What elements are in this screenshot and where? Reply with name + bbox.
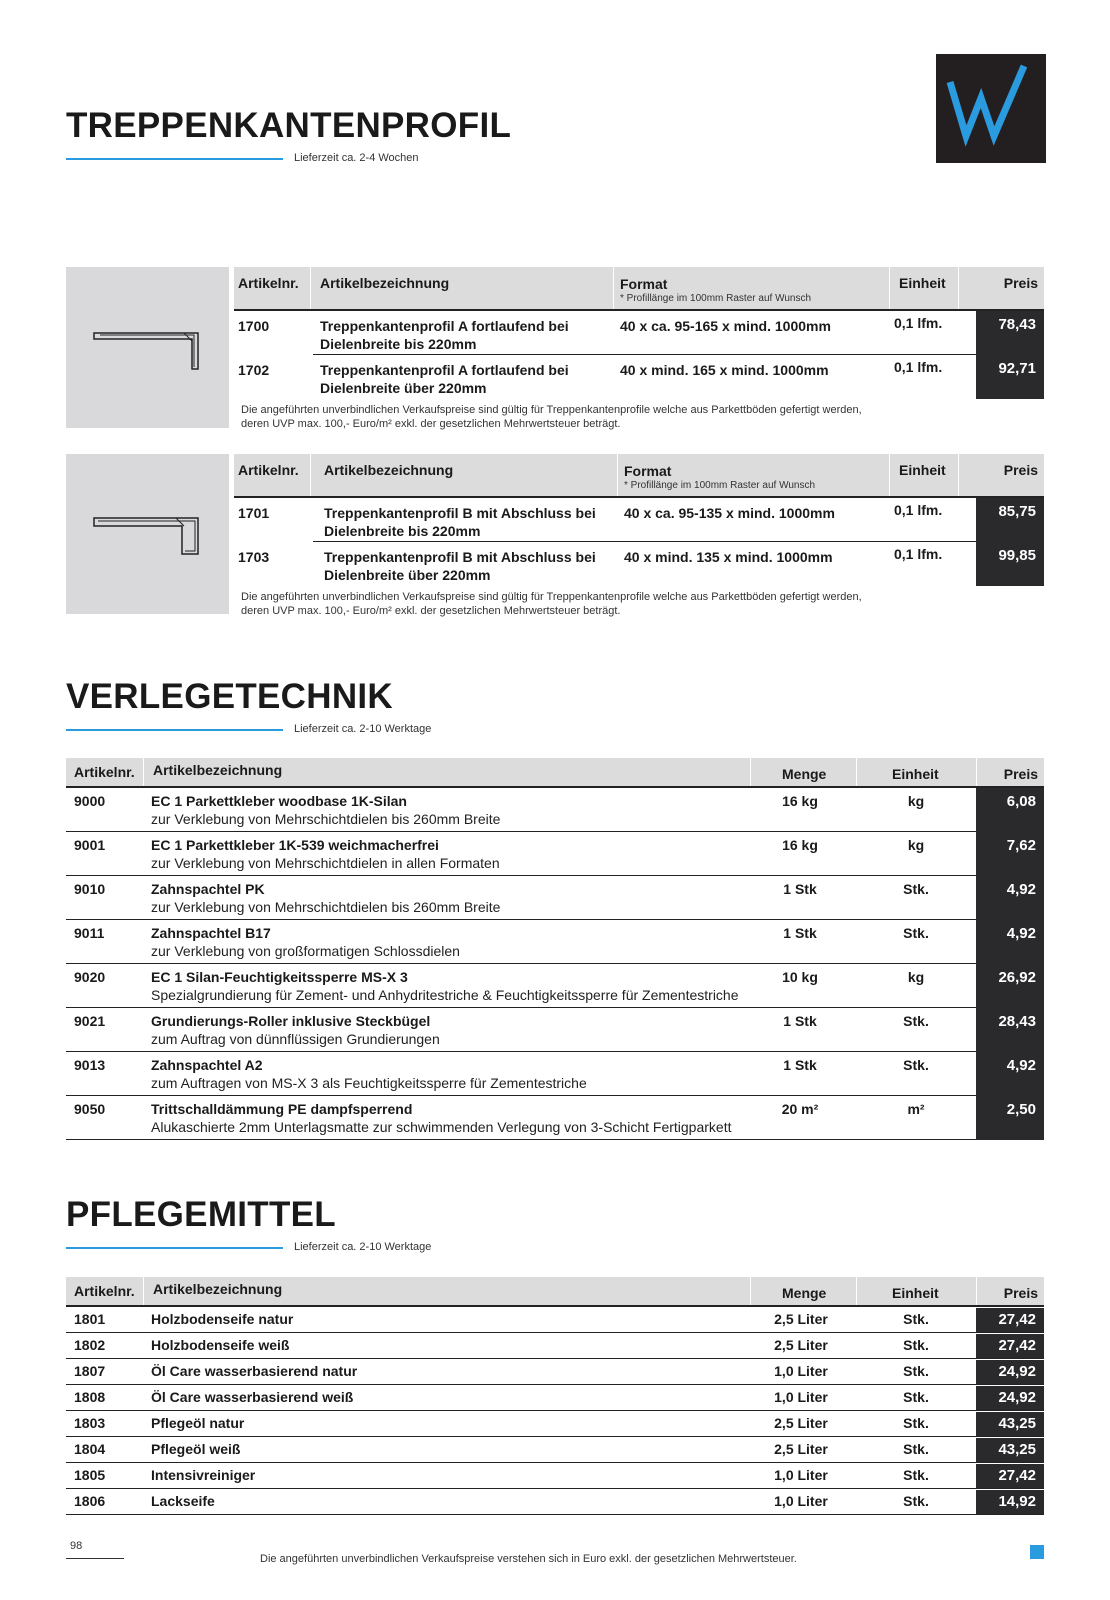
price-tag: 78,43 bbox=[976, 311, 1044, 355]
col-bezeichnung: Artikelbezeichnung bbox=[324, 462, 454, 478]
product-name: Intensivreiniger bbox=[151, 1467, 256, 1483]
product-description: zum Auftrag von dünnflüssigen Grundierungen bbox=[151, 1031, 440, 1047]
bezeichnung: Treppenkantenprofil A fortlaufend bei Dielenbreite über 220mm bbox=[320, 362, 569, 396]
artikelnr: 9000 bbox=[74, 793, 106, 809]
einheit: 0,1 lfm. bbox=[894, 359, 943, 375]
table-row bbox=[66, 1052, 1044, 1096]
menge: 2,5 Liter bbox=[774, 1311, 828, 1327]
page-number: 98 bbox=[70, 1540, 83, 1552]
verlege-table bbox=[66, 758, 1044, 1140]
product-description: zur Verklebung von Mehrschichtdielen in allen Formaten bbox=[151, 855, 500, 871]
table-row bbox=[234, 311, 1044, 355]
artikelnr: 9011 bbox=[74, 925, 105, 941]
menge: 1 Stk bbox=[783, 1057, 817, 1073]
artikelnr: 1808 bbox=[74, 1389, 106, 1405]
menge: 1 Stk bbox=[783, 925, 817, 941]
col-bezeichnung: Artikelbezeichnung bbox=[153, 762, 283, 778]
product-name: Grundierungs-Roller inklusive Steckbügel bbox=[151, 1013, 431, 1029]
menge: 2,5 Liter bbox=[774, 1337, 828, 1353]
profile-b-table bbox=[234, 454, 1044, 586]
price-tag: 27,42 bbox=[976, 1334, 1044, 1358]
menge: 1,0 Liter bbox=[774, 1389, 828, 1405]
accent-square bbox=[1030, 1545, 1044, 1559]
einheit: Stk. bbox=[903, 1415, 929, 1431]
section-rule bbox=[66, 1247, 283, 1249]
einheit: Stk. bbox=[903, 1389, 929, 1405]
table-header bbox=[234, 267, 1044, 309]
section-rule bbox=[66, 158, 283, 160]
artikelnr: 1806 bbox=[74, 1493, 106, 1509]
price-tag: 27,42 bbox=[976, 1308, 1044, 1332]
col-preis: Preis bbox=[1003, 462, 1038, 478]
menge: 16 kg bbox=[782, 793, 818, 809]
table-row bbox=[66, 832, 1044, 876]
price-tag: 28,43 bbox=[976, 1008, 1044, 1052]
product-name: Zahnspachtel B17 bbox=[151, 925, 271, 941]
profile-a-image bbox=[66, 267, 229, 428]
einheit: Stk. bbox=[903, 1363, 929, 1379]
menge: 2,5 Liter bbox=[774, 1441, 828, 1457]
bezeichnung: Treppenkantenprofil A fortlaufend bei Dielenbreite bis 220mm bbox=[320, 318, 569, 352]
price-tag: 99,85 bbox=[976, 542, 1044, 586]
price-tag: 24,92 bbox=[976, 1360, 1044, 1384]
artikelnr: 9001 bbox=[74, 837, 106, 853]
menge: 1 Stk bbox=[783, 1013, 817, 1029]
table-header bbox=[66, 758, 1044, 786]
product-name: Zahnspachtel PK bbox=[151, 881, 265, 897]
artikelnr: 1703 bbox=[238, 549, 270, 565]
table-row bbox=[66, 920, 1044, 964]
col-artikelnr: Artikelnr. bbox=[238, 275, 299, 291]
profile-b-image bbox=[66, 454, 229, 614]
einheit: Stk. bbox=[903, 881, 929, 897]
price-tag: 4,92 bbox=[976, 876, 1044, 920]
col-bezeichnung: Artikelbezeichnung bbox=[153, 1281, 283, 1297]
delivery-time: Lieferzeit ca. 2-4 Wochen bbox=[294, 152, 419, 164]
table-row bbox=[66, 1385, 1044, 1411]
col-format: Format * Profillänge im 100mm Raster auf Wunsch bbox=[620, 276, 812, 304]
table-row bbox=[66, 1008, 1044, 1052]
col-preis: Preis bbox=[1003, 1285, 1038, 1301]
section-title-verlege: VERLEGETECHNIK bbox=[66, 677, 394, 716]
menge: 1,0 Liter bbox=[774, 1493, 828, 1509]
menge: 1 Stk bbox=[783, 881, 817, 897]
product-description: zum Auftragen von MS-X 3 als Feuchtigkeitssperre für Zementestriche bbox=[151, 1075, 587, 1091]
profile-b-drawing-icon bbox=[92, 514, 202, 564]
einheit: kg bbox=[907, 969, 925, 985]
table-row bbox=[66, 1463, 1044, 1489]
profile-a-drawing-icon bbox=[92, 329, 202, 379]
price-tag: 6,08 bbox=[976, 788, 1044, 832]
price-tag: 4,92 bbox=[976, 1052, 1044, 1096]
col-artikelnr: Artikelnr. bbox=[74, 764, 135, 780]
product-description: zur Verklebung von Mehrschichtdielen bis 260mm Breite bbox=[151, 811, 501, 827]
price-tag: 85,75 bbox=[976, 498, 1044, 542]
format: 40 x mind. 135 x mind. 1000mm bbox=[624, 549, 833, 565]
artikelnr: 9050 bbox=[74, 1101, 106, 1117]
table-row bbox=[234, 542, 1044, 586]
table-header bbox=[234, 454, 1044, 496]
einheit: Stk. bbox=[903, 1013, 929, 1029]
col-preis: Preis bbox=[1003, 766, 1038, 782]
price-note: Die angeführten unverbindlichen Verkaufspreise sind gültig für Treppenkantenprofile welche aus Parkettböden gefertigt werden, deren UVP max. 100,- Euro/m² exkl. der gesetzlichen Mehrwertsteuer beträgt. bbox=[241, 404, 862, 430]
product-name: Pflegeöl weiß bbox=[151, 1441, 241, 1457]
artikelnr: 1804 bbox=[74, 1441, 106, 1457]
col-format: Format * Profillänge im 100mm Raster auf Wunsch bbox=[624, 463, 816, 491]
col-einheit: Einheit bbox=[892, 1285, 939, 1301]
table-row bbox=[66, 1489, 1044, 1515]
price-tag: 7,62 bbox=[976, 832, 1044, 876]
artikelnr: 9020 bbox=[74, 969, 106, 985]
table-row bbox=[66, 876, 1044, 920]
artikelnr: 1701 bbox=[238, 505, 270, 521]
einheit: 0,1 lfm. bbox=[894, 546, 943, 562]
table-row bbox=[66, 788, 1044, 832]
col-einheit: Einheit bbox=[899, 462, 946, 478]
product-description: zur Verklebung von Mehrschichtdielen bis 260mm Breite bbox=[151, 899, 501, 915]
price-tag: 43,25 bbox=[976, 1438, 1044, 1462]
product-name: Holzbodenseife natur bbox=[151, 1311, 294, 1327]
product-name: Öl Care wasserbasierend natur bbox=[151, 1363, 358, 1379]
artikelnr: 1702 bbox=[238, 362, 270, 378]
einheit: Stk. bbox=[903, 1057, 929, 1073]
footer-rule bbox=[66, 1558, 124, 1559]
einheit: kg bbox=[907, 793, 925, 809]
table-row bbox=[66, 1307, 1044, 1333]
price-tag: 14,92 bbox=[976, 1490, 1044, 1514]
price-tag: 43,25 bbox=[976, 1412, 1044, 1436]
delivery-time: Lieferzeit ca. 2-10 Werktage bbox=[294, 723, 432, 735]
price-note: Die angeführten unverbindlichen Verkaufspreise sind gültig für Treppenkantenprofile welche aus Parkettböden gefertigt werden, deren UVP max. 100,- Euro/m² exkl. der gesetzlichen Mehrwertsteuer beträgt. bbox=[241, 591, 862, 617]
profile-a-table bbox=[234, 267, 1044, 399]
w-logo-icon bbox=[936, 54, 1046, 163]
einheit: 0,1 lfm. bbox=[894, 502, 943, 518]
menge: 20 m² bbox=[781, 1101, 819, 1117]
table-row bbox=[234, 498, 1044, 542]
col-einheit: Einheit bbox=[899, 275, 946, 291]
artikelnr: 1700 bbox=[238, 318, 270, 334]
table-row bbox=[66, 1437, 1044, 1463]
col-preis: Preis bbox=[1003, 275, 1038, 291]
artikelnr: 9013 bbox=[74, 1057, 106, 1073]
table-header bbox=[66, 1277, 1044, 1305]
product-name: Zahnspachtel A2 bbox=[151, 1057, 263, 1073]
pflege-table bbox=[66, 1277, 1044, 1515]
price-tag: 26,92 bbox=[976, 964, 1044, 1008]
einheit: Stk. bbox=[903, 1337, 929, 1353]
artikelnr: 1805 bbox=[74, 1467, 106, 1483]
table-row bbox=[66, 1359, 1044, 1385]
product-name: Trittschalldämmung PE dampfsperrend bbox=[151, 1101, 413, 1117]
delivery-time: Lieferzeit ca. 2-10 Werktage bbox=[294, 1241, 432, 1253]
section-rule bbox=[66, 729, 283, 731]
einheit: Stk. bbox=[903, 1311, 929, 1327]
format: 40 x ca. 95-165 x mind. 1000mm bbox=[620, 318, 831, 334]
table-row bbox=[66, 1333, 1044, 1359]
artikelnr: 1803 bbox=[74, 1415, 106, 1431]
table-row bbox=[66, 1096, 1044, 1140]
col-menge: Menge bbox=[782, 766, 827, 782]
product-name: EC 1 Parkettkleber 1K-539 weichmacherfrei bbox=[151, 837, 439, 853]
col-bezeichnung: Artikelbezeichnung bbox=[320, 275, 450, 291]
table-row bbox=[234, 355, 1044, 399]
einheit: Stk. bbox=[903, 1493, 929, 1509]
col-einheit: Einheit bbox=[892, 766, 939, 782]
format: 40 x ca. 95-135 x mind. 1000mm bbox=[624, 505, 835, 521]
col-artikelnr: Artikelnr. bbox=[238, 462, 299, 478]
artikelnr: 1801 bbox=[74, 1311, 106, 1327]
table-row bbox=[66, 1411, 1044, 1437]
format-note: * Profillänge im 100mm Raster auf Wunsch bbox=[624, 480, 816, 491]
menge: 10 kg bbox=[782, 969, 818, 985]
table-row bbox=[66, 964, 1044, 1008]
artikelnr: 1802 bbox=[74, 1337, 106, 1353]
menge: 16 kg bbox=[782, 837, 818, 853]
section-title-pflege: PFLEGEMITTEL bbox=[66, 1195, 336, 1234]
product-description: Alukaschierte 2mm Unterlagsmatte zur schwimmenden Verlegung von 3-Schicht Fertigparkett bbox=[151, 1119, 732, 1135]
einheit: m² bbox=[907, 1101, 925, 1117]
menge: 1,0 Liter bbox=[774, 1363, 828, 1379]
bezeichnung: Treppenkantenprofil B mit Abschluss bei Dielenbreite über 220mm bbox=[324, 549, 596, 583]
bezeichnung: Treppenkantenprofil B mit Abschluss bei Dielenbreite bis 220mm bbox=[324, 505, 596, 539]
price-tag: 92,71 bbox=[976, 355, 1044, 399]
product-description: Spezialgrundierung für Zement- und Anhydritestriche & Feuchtigkeitssperre für Zementestriche bbox=[151, 987, 739, 1003]
einheit: Stk. bbox=[903, 1441, 929, 1457]
artikelnr: 9021 bbox=[74, 1013, 106, 1029]
col-menge: Menge bbox=[782, 1285, 827, 1301]
section-title-treppen: TREPPENKANTENPROFIL bbox=[66, 106, 512, 145]
product-name: Öl Care wasserbasierend weiß bbox=[151, 1389, 354, 1405]
price-tag: 4,92 bbox=[976, 920, 1044, 964]
price-tag: 24,92 bbox=[976, 1386, 1044, 1410]
einheit: kg bbox=[907, 837, 925, 853]
product-name: Holzbodenseife weiß bbox=[151, 1337, 290, 1353]
menge: 2,5 Liter bbox=[774, 1415, 828, 1431]
footer-note: Die angeführten unverbindlichen Verkaufspreise verstehen sich in Euro exkl. der gesetzlichen Mehrwertsteuer. bbox=[260, 1553, 797, 1565]
product-name: EC 1 Parkettkleber woodbase 1K-Silan bbox=[151, 793, 407, 809]
format-note: * Profillänge im 100mm Raster auf Wunsch bbox=[620, 293, 812, 304]
product-name: EC 1 Silan-Feuchtigkeitssperre MS-X 3 bbox=[151, 969, 408, 985]
format: 40 x mind. 165 x mind. 1000mm bbox=[620, 362, 829, 378]
einheit: 0,1 lfm. bbox=[894, 315, 943, 331]
brand-logo bbox=[936, 54, 1046, 163]
artikelnr: 9010 bbox=[74, 881, 106, 897]
product-name: Pflegeöl natur bbox=[151, 1415, 245, 1431]
einheit: Stk. bbox=[903, 925, 929, 941]
col-artikelnr: Artikelnr. bbox=[74, 1283, 135, 1299]
product-name: Lackseife bbox=[151, 1493, 215, 1509]
menge: 1,0 Liter bbox=[774, 1467, 828, 1483]
price-tag: 2,50 bbox=[976, 1096, 1044, 1140]
product-description: zur Verklebung von großformatigen Schlossdielen bbox=[151, 943, 460, 959]
price-tag: 27,42 bbox=[976, 1464, 1044, 1488]
einheit: Stk. bbox=[903, 1467, 929, 1483]
artikelnr: 1807 bbox=[74, 1363, 106, 1379]
